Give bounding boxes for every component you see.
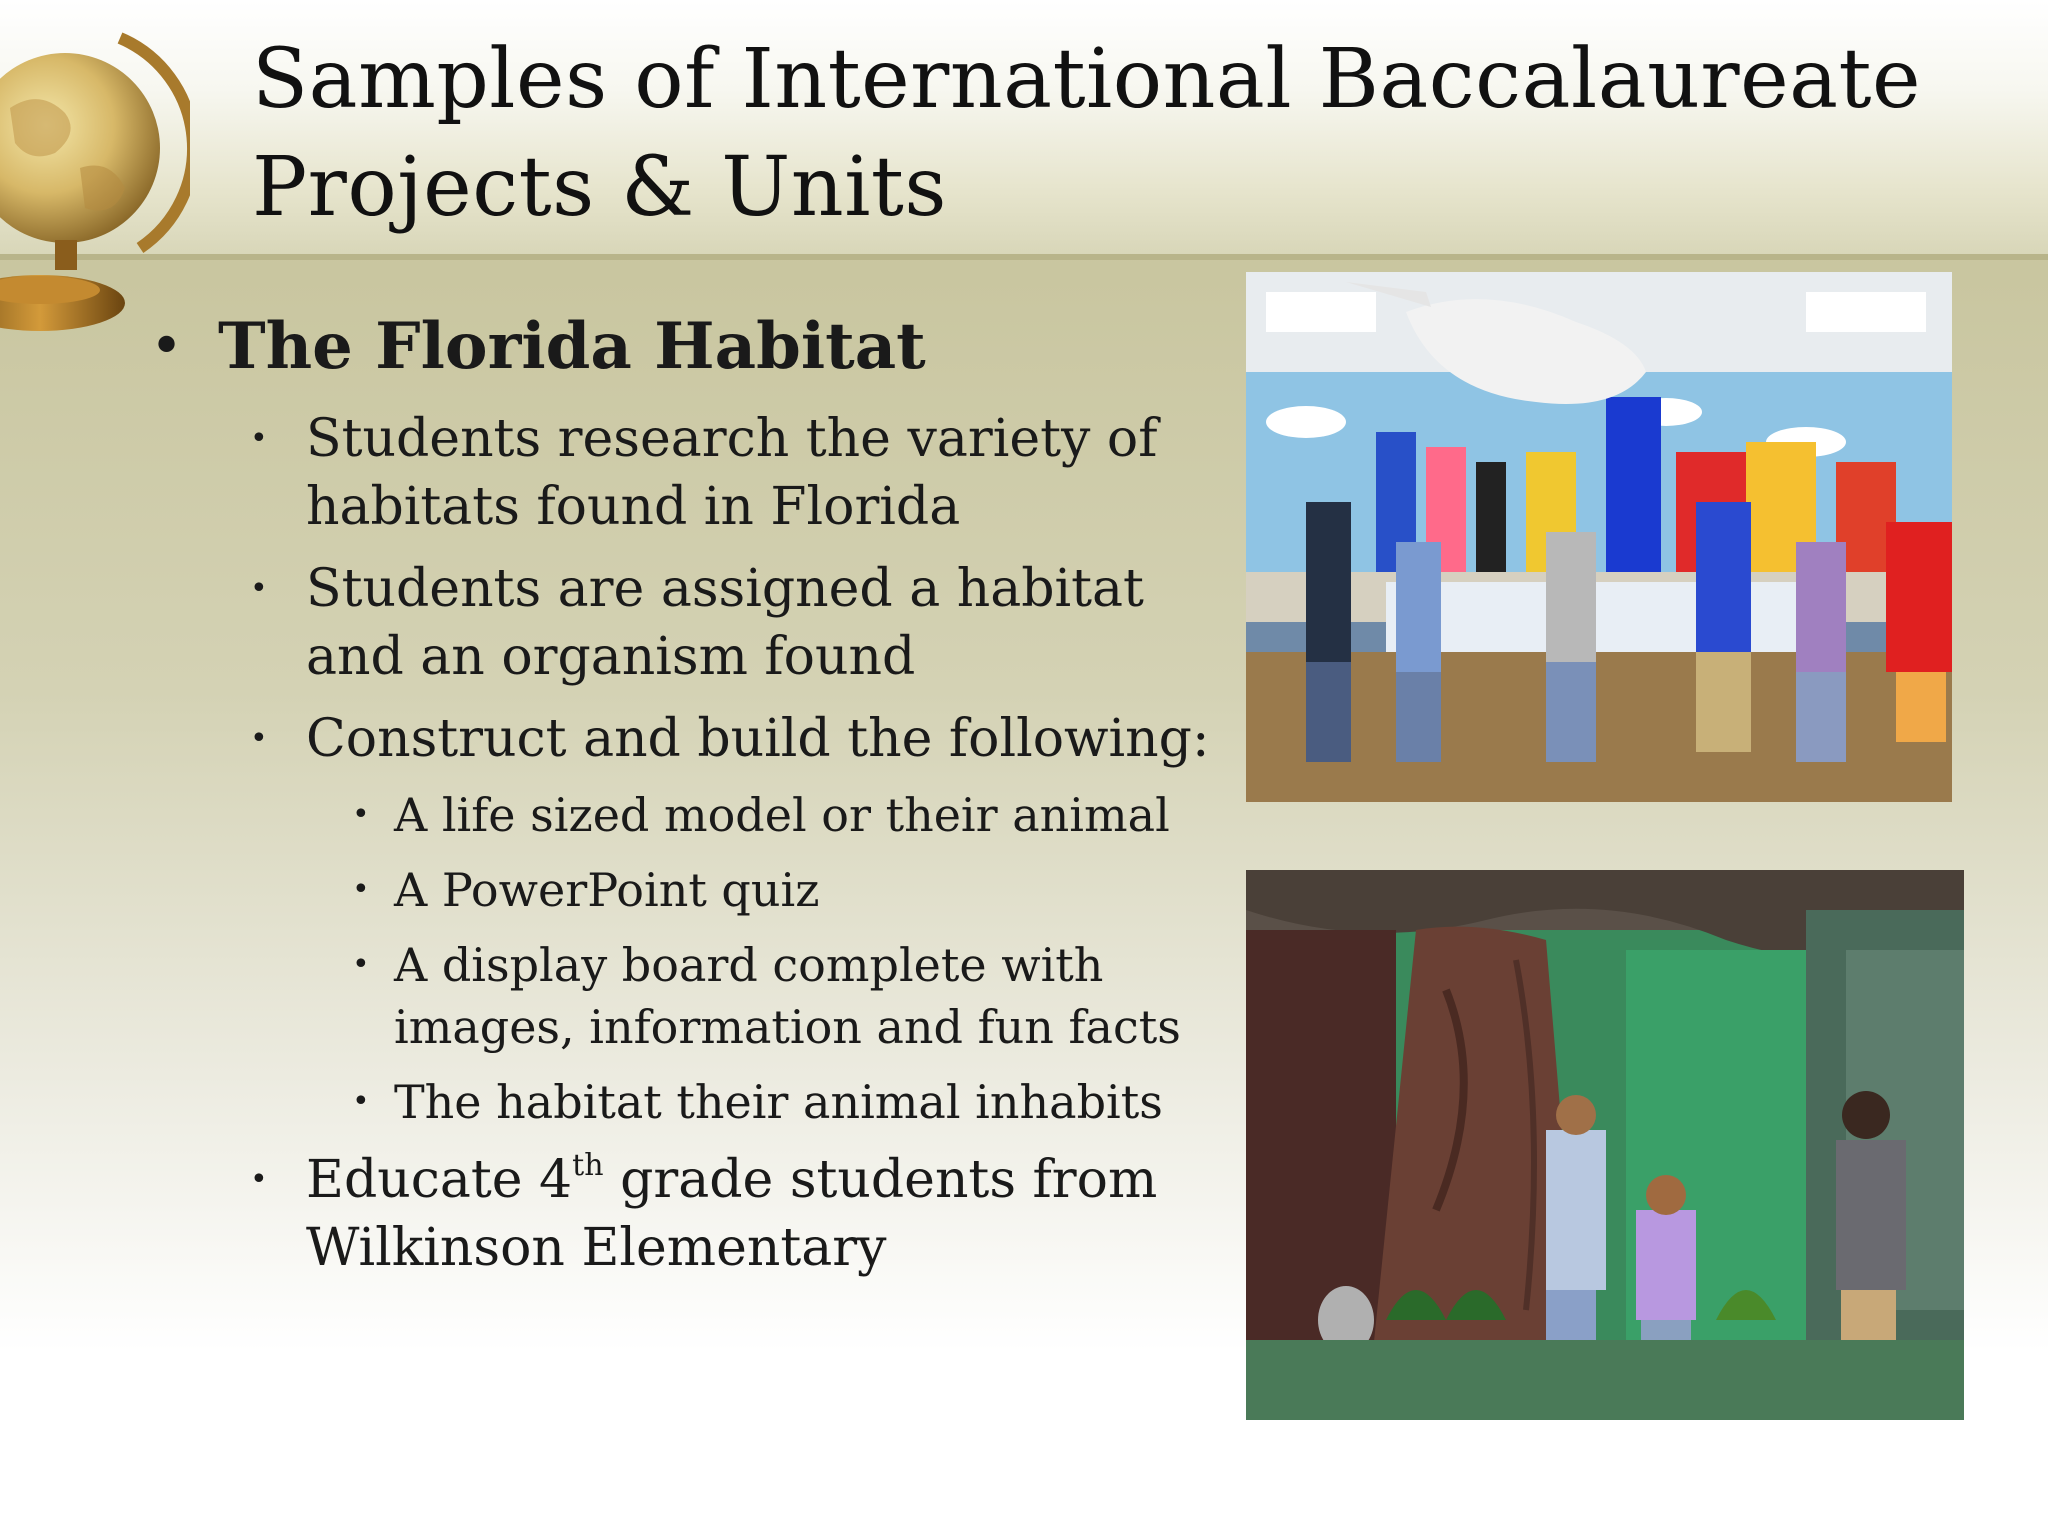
bullet-text-suffix: grade students from Wilkinson Elementary [306, 1150, 1158, 1278]
bullet-marker: • [250, 421, 268, 456]
section-heading: The Florida Habitat [218, 309, 926, 384]
bullet-marker: • [352, 947, 370, 982]
bullet-text [306, 1146, 1226, 1282]
bullet-marker: • [352, 797, 370, 832]
slide-title: Samples of International Baccalaureate Projects & Units [252, 32, 1922, 235]
bullet-text: Students research the variety of habitats found in Florida [306, 409, 1158, 537]
sub-bullet-text: A PowerPoint quiz [394, 863, 820, 917]
bullet-text-prefix: Educate 4 [306, 1150, 573, 1210]
sub-bullet-text: The habitat their animal inhabits [394, 1075, 1163, 1129]
bullet-text: Students are assigned a habitat and an organism found [306, 559, 1144, 687]
bullet-text: Construct and build the following: [306, 709, 1210, 769]
bullet-marker: • [150, 314, 184, 379]
bullet-marker: • [352, 872, 370, 907]
bullet-marker: • [250, 571, 268, 606]
sub-bullet-text: A display board complete with images, information and fun facts [394, 938, 1181, 1054]
bullet-marker: • [250, 1162, 268, 1197]
ordinal-superscript: th [572, 1148, 604, 1183]
forest-habitat-display-photo [1246, 870, 1964, 1420]
bullet-marker: • [250, 721, 268, 756]
sub-bullet-text: A life sized model or their animal [394, 788, 1170, 842]
bullet-marker: • [352, 1084, 370, 1119]
classroom-city-display-photo [1246, 272, 1952, 802]
